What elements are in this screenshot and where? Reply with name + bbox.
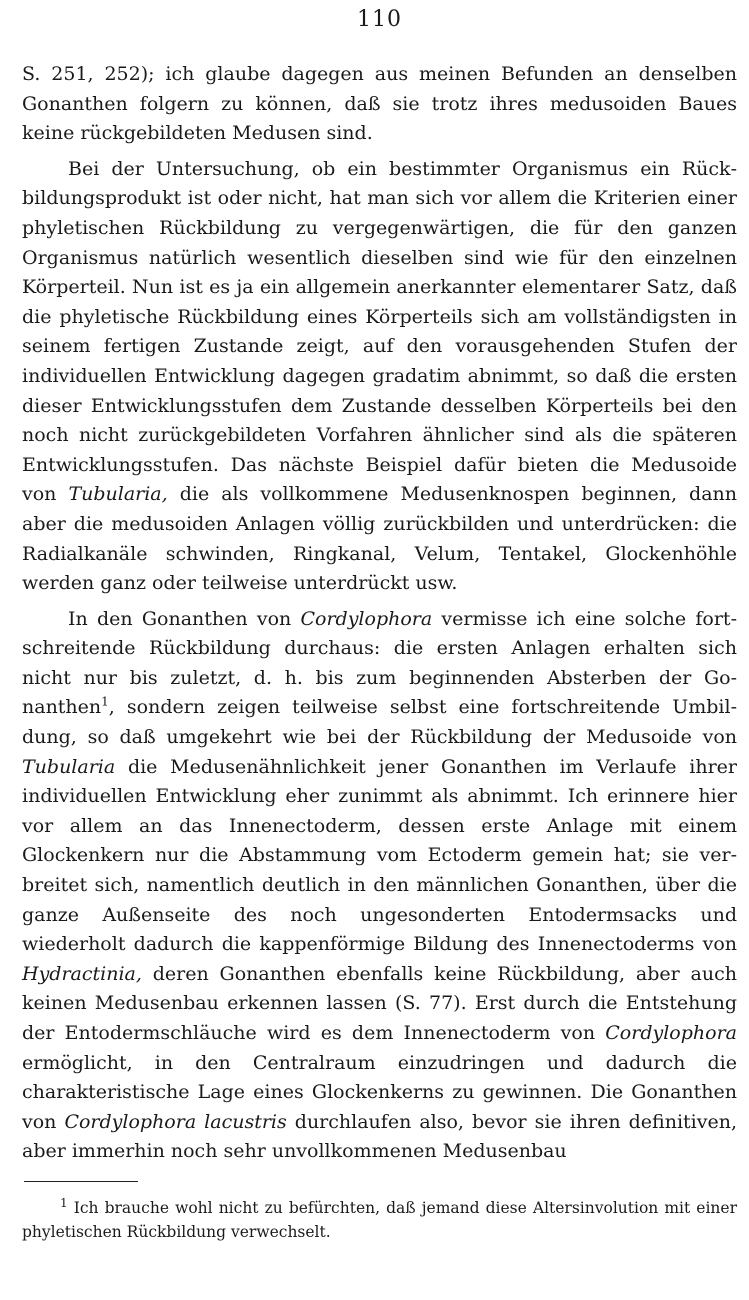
- paragraph-3: [22, 605, 737, 1167]
- text-segment: deren Gonanthen ebenfalls keine Rückbildung, aber auch keinen Medusenbau erkennen lassen (S. 77). Erst durch die Entstehung der Entodermschläuche wird es dem Innenectoderm von: [22, 962, 737, 1044]
- page-number: 110: [357, 7, 402, 32]
- text-segment: die Medusenähnlichkeit jener Gonanthen im Verlaufe ihrer individuellen Entwicklung eher zunimmt als abnimmt. Ich erinnere hier vor allem an das Innenectoderm, dessen erste Anlage mit einem Glockenkern nur die Abstammung vom Ectoderm gemein hat; sie verbreitet sich, namentlich deutlich in den männlichen Gonanthen, über die ganze Außenseite des noch ungesonderten Entodermsacks und wiederholt dadurch die kappenförmige Bildung des Innenectoderms von: [22, 755, 737, 956]
- footnote: [22, 1196, 737, 1244]
- text-segment: ermöglicht, in den Centralraum einzudringen und dadurch die charakteristische Lage eines Glockenkerns zu gewinnen. Die Gonanthen von: [22, 1051, 737, 1133]
- text-segment: vermisse ich eine solche fortschreitende Rückbildung durchaus: die ersten Anlagen erhalten sich nicht nur bis zuletzt, d. h. bis zum beginnenden Absterben der Gonanthen: [22, 607, 737, 719]
- italic-term: Cordylophora lacustris: [64, 1110, 287, 1133]
- paragraph-1: [22, 60, 737, 149]
- italic-term: Tubularia: [22, 755, 116, 778]
- italic-term: Cordylophora: [300, 607, 433, 630]
- book-page: [22, 0, 737, 1300]
- italic-term: Cordylophora: [605, 1022, 737, 1044]
- italic-term: Tubularia,: [68, 483, 168, 506]
- footnote-text: Ich brauche wohl nicht zu befürchten, daß jemand diese Altersinvolution mit einer phyletischen Rückbildung verwechselt.: [22, 1198, 738, 1241]
- text-segment: die als vollkommene Medusenknospen beginnen, dann aber die medusoiden Anlagen völlig zurückbilden und unterdrücken: die Radialkanäle schwinden, Ringkanal, Velum, Tentakel, Glockenhöhle werden ganz oder teilweise unterdrückt usw.: [22, 483, 737, 595]
- text-segment: Bei der Untersuchung, ob ein bestimmter Organismus ein Rückbildungsprodukt ist oder nicht, hat man sich vor allem die Kriterien einer phyletischen Rückbildung zu vergegenwärtigen, die für den ganzen Organismus natürlich wesentlich dieselben sind wie für den einzelnen Körperteil. Nun ist es ja ein allgemein anerkannter elementarer Satz, daß die phyletische Rückbildung eines Körperteils sich am vollständigsten in seinem fertigen Zustande zeigt, auf den vorausgehenden Stufen der individuellen Entwicklung dagegen gradatim abnimmt, so daß die ersten dieser Entwicklungsstufen dem Zustande desselben Körperteils bei den noch nicht zurückgebildeten Vorfahren ähnlicher sind als die späteren Entwicklungsstufen. Das nächste Beispiel dafür bieten die Medusoide von: [22, 157, 737, 506]
- footnote-marker: 1: [60, 1195, 68, 1210]
- footnote-separator: [24, 1181, 138, 1182]
- italic-term: Hydractinia,: [22, 962, 142, 985]
- text-segment: In den Gonanthen von: [68, 607, 301, 630]
- footnote-reference: 1: [101, 695, 109, 710]
- text-segment: S. 251, 252); ich glaube dagegen aus meinen Befunden an denselben Gonanthen folgern zu können, daß sie trotz ihres medusoiden Baues keine rückgebildeten Medusen sind.: [22, 63, 737, 145]
- paragraph-2: [22, 155, 737, 599]
- text-segment: durchlaufen also, bevor sie ihren definitiven, aber immerhin noch sehr unvollkommenen Medusenbau: [22, 1110, 738, 1163]
- text-segment: , sondern zeigen teilweise selbst eine fortschreitende Umbildung, so daß umgekehrt wie bei der Rückbildung der Medusoide von: [22, 696, 737, 749]
